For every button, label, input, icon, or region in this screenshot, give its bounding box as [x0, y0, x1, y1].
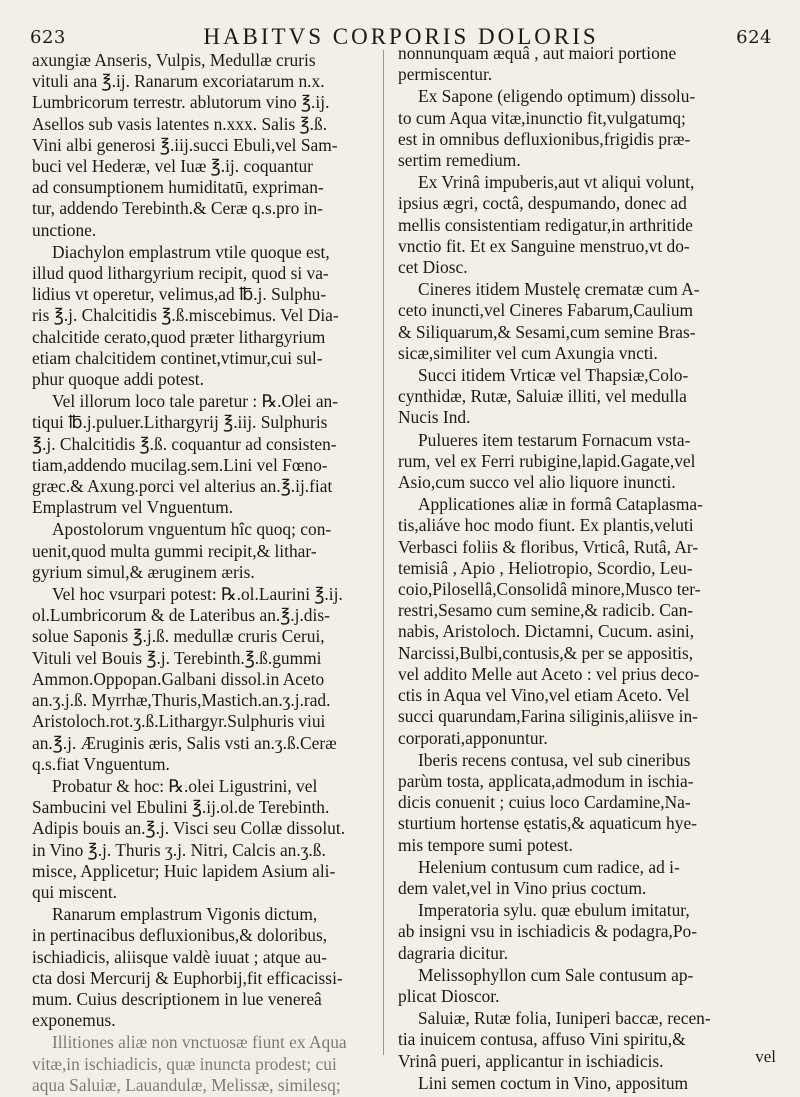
text-line: restri,Sesamo cum semine,& radicib. Can-: [398, 600, 694, 621]
text-line: lidius vt operetur, velimus,ad ℔.j. Sulphu-: [32, 284, 327, 305]
text-line: in pertinacibus defluxionibus,& doloribus,: [32, 925, 328, 946]
text-line: parùm tosta, applicata,admodum in ischia-: [398, 770, 694, 791]
text-line: vitæ,in ischiadicis, quæ inuncta prodest; cui: [32, 1053, 337, 1074]
paragraph: [32, 50, 376, 241]
text-line: axungiæ Anseris, Vulpis, Medullæ cruris: [32, 50, 316, 70]
left-text-column: [32, 50, 376, 1097]
text-line: Sambucini vel Ebulini ℥.ij.ol.de Terebinth.: [32, 797, 330, 818]
text-line: Melissophyllon cum Sale contusum ap-: [418, 964, 694, 985]
right-page-number: 624: [736, 26, 772, 48]
text-line: ris ℥.j. Chalcitidis ℥.ß.miscebimus. Vel Dia-: [32, 305, 339, 326]
paragraph: [398, 1008, 786, 1072]
paragraph: [398, 365, 786, 429]
text-line: unctione.: [32, 219, 97, 240]
text-line: Illitiones aliæ non vnctuosæ fiunt ex Aqua: [52, 1032, 347, 1053]
text-line: etiam chalcitidem continet,vtimur,cui sul-: [32, 347, 323, 368]
text-line: sicæ,similiter vel cum Axungia vncti.: [398, 342, 658, 363]
text-line: cynthidæ, Rutæ, Saluiæ illiti, vel medulla: [398, 386, 687, 407]
text-line: Ammon.Oppopan.Galbani dissol.in Aceto: [32, 668, 325, 689]
paragraph: [398, 86, 786, 171]
text-line: in Vino ℥.j. Thuris ʒ.j. Nitri, Calcis an.ʒ.ß.: [32, 839, 326, 860]
paragraph: [398, 43, 786, 85]
text-line: ad consumptionem humiditatū, expriman-: [32, 177, 324, 198]
text-line: vituli ana ℥.ij. Ranarum excoriatarum n.x.: [32, 71, 325, 92]
text-line: mis tempore sumi potest.: [398, 834, 573, 855]
text-line: sertim remedium.: [398, 150, 521, 171]
text-line: solue Saponis ℥.j.ß. medullæ cruris Cerui,: [32, 626, 325, 647]
text-line: & Siliquarum,& Sesami,cum semine Bras-: [398, 321, 696, 342]
paragraph: [32, 776, 376, 903]
text-line: dicis conuenit ; cuius loco Cardamine,Na-: [398, 792, 691, 813]
paragraph: [32, 1032, 376, 1096]
text-line: tiqui ℔.j.puluer.Lithargyrij ℥.iij. Sulphuris: [32, 412, 328, 433]
text-line: est in omnibus defluxionibus,frigidis præ-: [398, 128, 691, 149]
text-line: Vel hoc vsurpari potest: ℞.ol.Laurini ℥.ij.: [52, 584, 343, 605]
text-line: Nucis Ind.: [398, 407, 471, 428]
text-line: cet Diosc.: [398, 257, 468, 278]
text-line: Aristoloch.rot.ʒ.ß.Lithargyr.Sulphuris viui: [32, 711, 326, 732]
text-line: Vini albi generosi ℥.iij.succi Ebuli,vel Sam-: [32, 134, 338, 155]
text-line: Diachylon emplastrum vtile quoque est,: [52, 241, 330, 262]
paragraph: [32, 904, 376, 1031]
left-page-number: 623: [30, 26, 66, 48]
text-line: q.s.fiat Vnguentum.: [32, 753, 170, 774]
text-line: Helenium contusum cum radice, ad i-: [418, 856, 680, 877]
text-line: aqua Saluiæ, Lauandulæ, Melissæ, similesq;: [32, 1074, 341, 1095]
text-line: Pulueres item testarum Fornacum vsta-: [418, 429, 691, 450]
text-line: mum. Cuius descriptionem in lue venereâ: [32, 988, 322, 1009]
text-line: chalcitide cerato,quod præter lithargyrium: [32, 326, 326, 347]
text-line: Succi itidem Vrticæ vel Thapsiæ,Colo-: [418, 365, 689, 386]
text-line: ol.Lumbricorum & de Lateribus an.℥.j.dis-: [32, 605, 330, 626]
text-line: vel addito Melle aut Aceto : vel prius deco-: [398, 663, 700, 684]
text-line: plicat Dioscor.: [398, 985, 500, 1006]
text-line: phur quoque addi potest.: [32, 369, 204, 390]
text-line: Lumbricorum terrestr. ablutorum vino ℥.ij.: [32, 92, 330, 113]
text-line: ischiadicis, aliisque valdè iuuat ; atque au-: [32, 946, 328, 967]
text-line: temisiâ , Apio , Heliotropio, Scordio, Leu-: [398, 557, 693, 578]
text-line: ab insigni vsu in ischiadicis & podagra,Po-: [398, 921, 697, 942]
text-line: Iberis recens contusa, vel sub cineribus: [418, 749, 691, 770]
paragraph: [398, 750, 786, 856]
text-line: cta dosi Mercurij & Euphorbij,fit efficacissi-: [32, 967, 343, 988]
text-line: Saluiæ, Rutæ folia, Iuniperi baccæ, recen-: [418, 1008, 711, 1029]
text-line: Ranarum emplastrum Vigonis dictum,: [52, 904, 318, 925]
paragraph: [398, 172, 786, 278]
paragraph: [398, 900, 786, 964]
text-line: rum, vel ex Ferri rubigine,lapid.Gagate,vel: [398, 450, 696, 471]
catchword: vel: [755, 1047, 776, 1066]
text-line: dagraria dicitur.: [398, 942, 509, 963]
text-line: corporati,apponuntur.: [398, 727, 548, 748]
text-line: to cum Aqua vitæ,inunctio fit,vulgatumq;: [398, 107, 686, 128]
text-line: græc.& Axung.porci vel alterius an.℥.ij.fiat: [32, 476, 333, 497]
text-line: Asellos sub vasis latentes n.xxx. Salis ℥.ß.: [32, 113, 328, 134]
text-line: mellis consistentiam redigatur,in arthritide: [398, 214, 693, 235]
text-line: Apostolorum vnguentum hîc quoq; con-: [52, 519, 332, 540]
paragraph: [32, 391, 376, 518]
text-line: Vel illorum loco tale paretur : ℞.Olei an-: [52, 391, 339, 412]
text-line: tur, addendo Terebinth.& Ceræ q.s.pro in-: [32, 198, 323, 219]
paragraph: [32, 584, 376, 775]
paragraph: [32, 242, 376, 390]
text-line: Emplastrum vel Vnguentum.: [32, 497, 234, 518]
right-text-column: [398, 43, 786, 1095]
text-line: Applicationes aliæ in formâ Cataplasma-: [418, 494, 703, 515]
text-line: illud quod lithargyrium recipit, quod si va-: [32, 263, 329, 284]
text-line: uenit,quod multa gummi recipit,& lithar-: [32, 540, 317, 561]
text-line: tia inuicem contusa, affuso Vini spiritu,&: [398, 1029, 686, 1050]
text-line: Ex Vrinâ impuberis,aut vt aliqui volunt,: [418, 172, 695, 193]
text-line: Vrinâ pueri, applicantur in ischiadicis.: [398, 1050, 664, 1071]
text-line: Narcissi,Bulbi,contusis,& per se appositis,: [398, 642, 694, 663]
text-line: Verbasci foliis & floribus, Vrticâ, Rutâ, Ar-: [398, 536, 699, 557]
text-line: coio,Pilosellâ,Consolidâ minore,Musco ter-: [398, 579, 701, 600]
text-line: nabis, Aristoloch. Dictamni, Cucum. asini,: [398, 621, 695, 642]
text-line: misce, Applicetur; Huic lapidem Asium ali-: [32, 860, 336, 881]
running-title: HABITVS CORPORIS DOLORIS: [203, 24, 599, 49]
paragraph: [32, 519, 376, 583]
text-line: buci vel Hederæ, vel Iuæ ℥.ij. coquantur: [32, 156, 313, 177]
text-line: ctis in Aqua vel Vino,vel etiam Aceto. Vel: [398, 685, 690, 706]
paragraph: [398, 279, 786, 364]
text-line: an.℥.j. Æruginis æris, Salis vsti an.ʒ.ß.Ceræ: [32, 732, 337, 753]
text-line: dem valet,vel in Vino prius coctum.: [398, 877, 647, 898]
text-line: Adipis bouis an.℥.j. Visci seu Collæ dissolut.: [32, 818, 346, 839]
text-line: qui miscent.: [32, 881, 118, 902]
column-divider: [383, 50, 384, 1055]
paragraph: [398, 430, 786, 494]
text-line: succi quarundam,Farina siliginis,aliisve in-: [398, 706, 698, 727]
text-line: exponemus.: [32, 1010, 116, 1031]
paragraph: [398, 494, 786, 748]
paragraph: [398, 965, 786, 1007]
text-line: Lini semen coctum in Vino, appositum: [418, 1072, 689, 1093]
text-line: Asio,cum succo vel alio liquore inuncti.: [398, 472, 676, 493]
text-line: tis,aliáve hoc modo fiunt. Ex plantis,veluti: [398, 515, 694, 536]
text-line: tiam,addendo mucilag.sem.Lini vel Fœno-: [32, 454, 328, 475]
text-line: sturtium hortense ęstatis,& aquaticum hye-: [398, 813, 697, 834]
text-line: nonnunquam æquâ , aut maiori portione: [398, 43, 677, 63]
text-line: Ex Sapone (eligendo optimum) dissolu-: [418, 86, 696, 107]
text-line: Probatur & hoc: ℞.olei Ligustrini, vel: [52, 775, 318, 796]
paragraph: [398, 857, 786, 899]
text-line: ipsius ægri, coctâ, despumando, donec ad: [398, 193, 687, 214]
text-line: vnctio fit. Et ex Sanguine menstruo,vt do-: [398, 235, 690, 256]
paragraph: [398, 1073, 786, 1094]
text-line: Imperatoria sylu. quæ ebulum imitatur,: [418, 900, 690, 921]
text-line: Vituli vel Bouis ℥.j. Terebinth.℥.ß.gummi: [32, 647, 322, 668]
text-line: gyrium simul,& æruginem æris.: [32, 561, 255, 582]
text-line: Cineres itidem Mustelę crematæ cum A-: [418, 279, 700, 300]
text-line: permiscentur.: [398, 64, 493, 85]
text-line: ℥.j. Chalcitidis ℥.ß. coquantur ad consisten-: [32, 433, 337, 454]
text-line: ceto inuncti,vel Cineres Fabarum,Caulium: [398, 300, 694, 321]
text-line: an.ʒ.j.ß. Myrrhæ,Thuris,Mastich.an.ʒ.j.rad.: [32, 690, 331, 711]
